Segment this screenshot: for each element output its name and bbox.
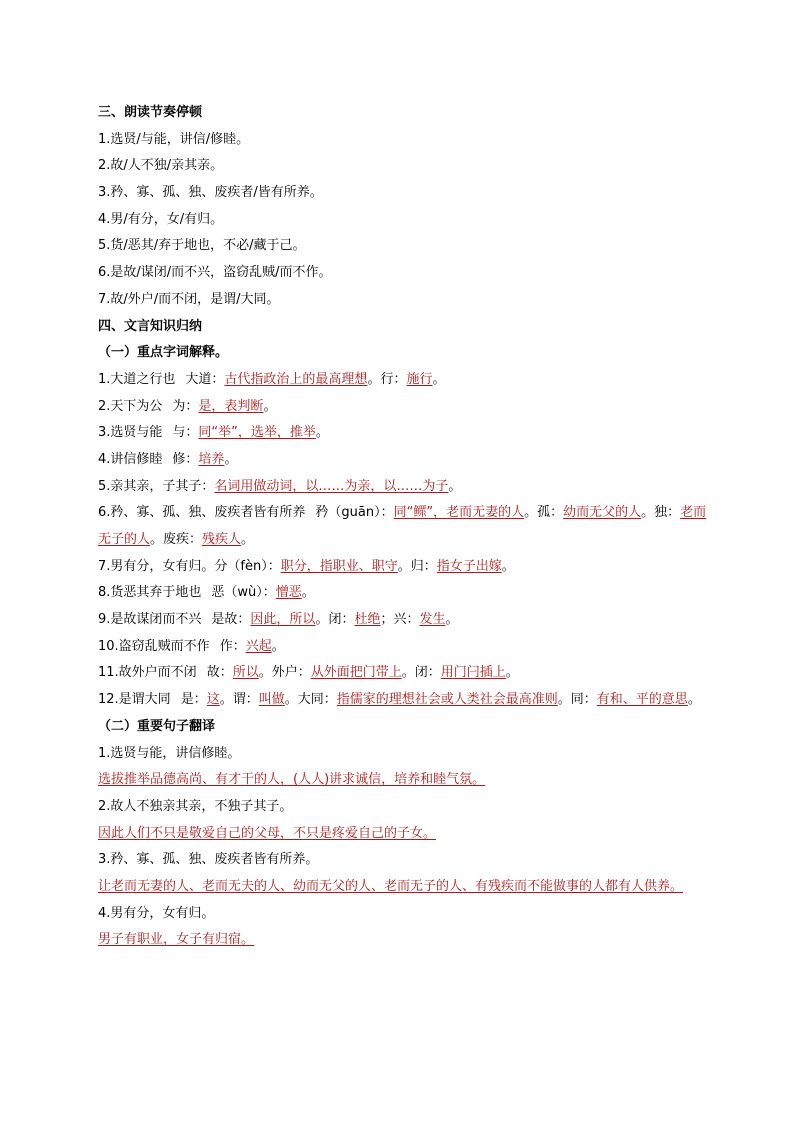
rhythm-item: 6.是故/谋闭/而不兴，盗窃乱贼/而不作。 [98, 265, 332, 281]
answer-text: 名词用做动词，以……为亲，以……为子 [214, 478, 449, 494]
answer-text: 同“举”，选举，推举 [198, 425, 316, 441]
vocab-item: 9.是故谋闭而不兴 是故：因此，所以。闭：杜绝；兴：发生。 [98, 612, 459, 628]
rhythm-item: 2.故/人不独/亲其亲。 [98, 158, 224, 174]
rhythm-item: 4.男/有分，女/有归。 [98, 211, 224, 227]
vocab-item: 1.大道之行也 大道：古代指政治上的最高理想。行：施行。 [98, 371, 446, 387]
answer-text: 有和、平的意思 [596, 692, 688, 708]
sentence-question: 4.男有分，女有归。 [98, 905, 215, 921]
vocab-item: 6.矜、寡、孤、独、废疾者皆有所养 矜（guān）：同“鳏”，老而无妻的人。孤：幼而无父的人。独：老而无子的人。废疾：残疾人。 [98, 505, 707, 548]
answer-text: 施行 [406, 371, 433, 387]
sentence-translation: 让老而无妻的人、老而无夫的人、幼而无父的人、老而无子的人、有残疾而不能做事的人都有人供养。 [98, 878, 684, 894]
sentence-question: 1.选贤与能，讲信修睦。 [98, 745, 241, 761]
answer-text: 憎恶 [275, 585, 302, 601]
answer-text: 杜绝 [354, 612, 381, 628]
vocab-item: 3.选贤与能 与：同“举”，选举，推举。 [98, 425, 329, 441]
vocab-item: 12.是谓大同 是：这。谓：叫做。大同：指儒家的理想社会或人类社会最高准则。同：有和、平的意思。 [98, 692, 701, 708]
answer-text: 用门闩插上 [440, 665, 506, 681]
rhythm-item: 5.货/恶其/弃于地也，不必/藏于己。 [98, 238, 306, 254]
section4-title: 四、文言知识归纳 [98, 318, 203, 334]
answer-text: 老而无子的人 [98, 505, 707, 548]
vocab-item: 11.故外户而不闭 故：所以。外户：从外面把门带上。闭：用门闩插上。 [98, 665, 519, 681]
answer-text: 培养 [198, 451, 225, 467]
rhythm-item: 1.选贤/与能，讲信/修睦。 [98, 131, 250, 147]
vocab-item: 5.亲其亲，子其子：名词用做动词，以……为亲，以……为子。 [98, 478, 462, 494]
answer-text: 是，表判断 [198, 398, 264, 414]
answer-text: 职分，指职业、职守 [280, 558, 398, 574]
answer-text: 这 [206, 692, 220, 708]
answer-text: 指女子出嫁 [436, 558, 502, 574]
vocab-item: 4.讲信修睦 修：培养。 [98, 451, 238, 467]
rhythm-item: 3.矜、寡、孤、独、废疾者/皆有所养。 [98, 185, 323, 201]
answer-text: 指儒家的理想社会或人类社会最高准则 [336, 692, 558, 708]
answer-text: 因此，所以 [250, 612, 316, 628]
answer-text: 从外面把门带上 [310, 665, 402, 681]
answer-text: 幼而无父的人 [563, 505, 642, 521]
sentence-translation: 男子有职业，女子有归宿。 [98, 932, 255, 948]
answer-text: 古代指政治上的最高理想 [224, 371, 368, 387]
vocab-item: 10.盗窃乱贼而不作 作：兴起。 [98, 638, 285, 654]
vocab-item: 2.天下为公 为：是，表判断。 [98, 398, 277, 414]
answer-text: 兴起 [245, 638, 272, 654]
document-page [98, 100, 708, 954]
vocab-item: 8.货恶其弃于地也 恶（wù）：憎恶。 [98, 585, 315, 601]
answer-text: 残疾人 [202, 532, 242, 548]
sentence-translation: 选拔推举品德高尚、有才干的人，(人人)讲求诚信，培养和睦气氛。 [98, 772, 486, 788]
rhythm-item: 7.故/外户/而不闭，是谓/大同。 [98, 291, 280, 307]
sentence-question: 3.矜、寡、孤、独、废疾者皆有所养。 [98, 852, 319, 868]
answer-text: 叫做 [258, 692, 285, 708]
answer-text: 所以 [232, 665, 259, 681]
answer-text: 发生 [419, 612, 446, 628]
sub2-title: （二）重要句子翻译 [98, 718, 216, 734]
vocab-item: 7.男有分，女有归。分（fèn）：职分，指职业、职守。归：指女子出嫁。 [98, 558, 515, 574]
sentence-translation: 因此人们不只是敬爱自己的父母，不只是疼爱自己的子女。 [98, 825, 437, 841]
section3-title: 三、朗读节奏停顿 [98, 105, 203, 120]
sub1-title: （一）重点字词解释。 [98, 345, 229, 361]
sentence-question: 2.故人不独亲其亲，不独子其子。 [98, 798, 293, 814]
answer-text: 同“鳏”，老而无妻的人 [393, 505, 525, 521]
